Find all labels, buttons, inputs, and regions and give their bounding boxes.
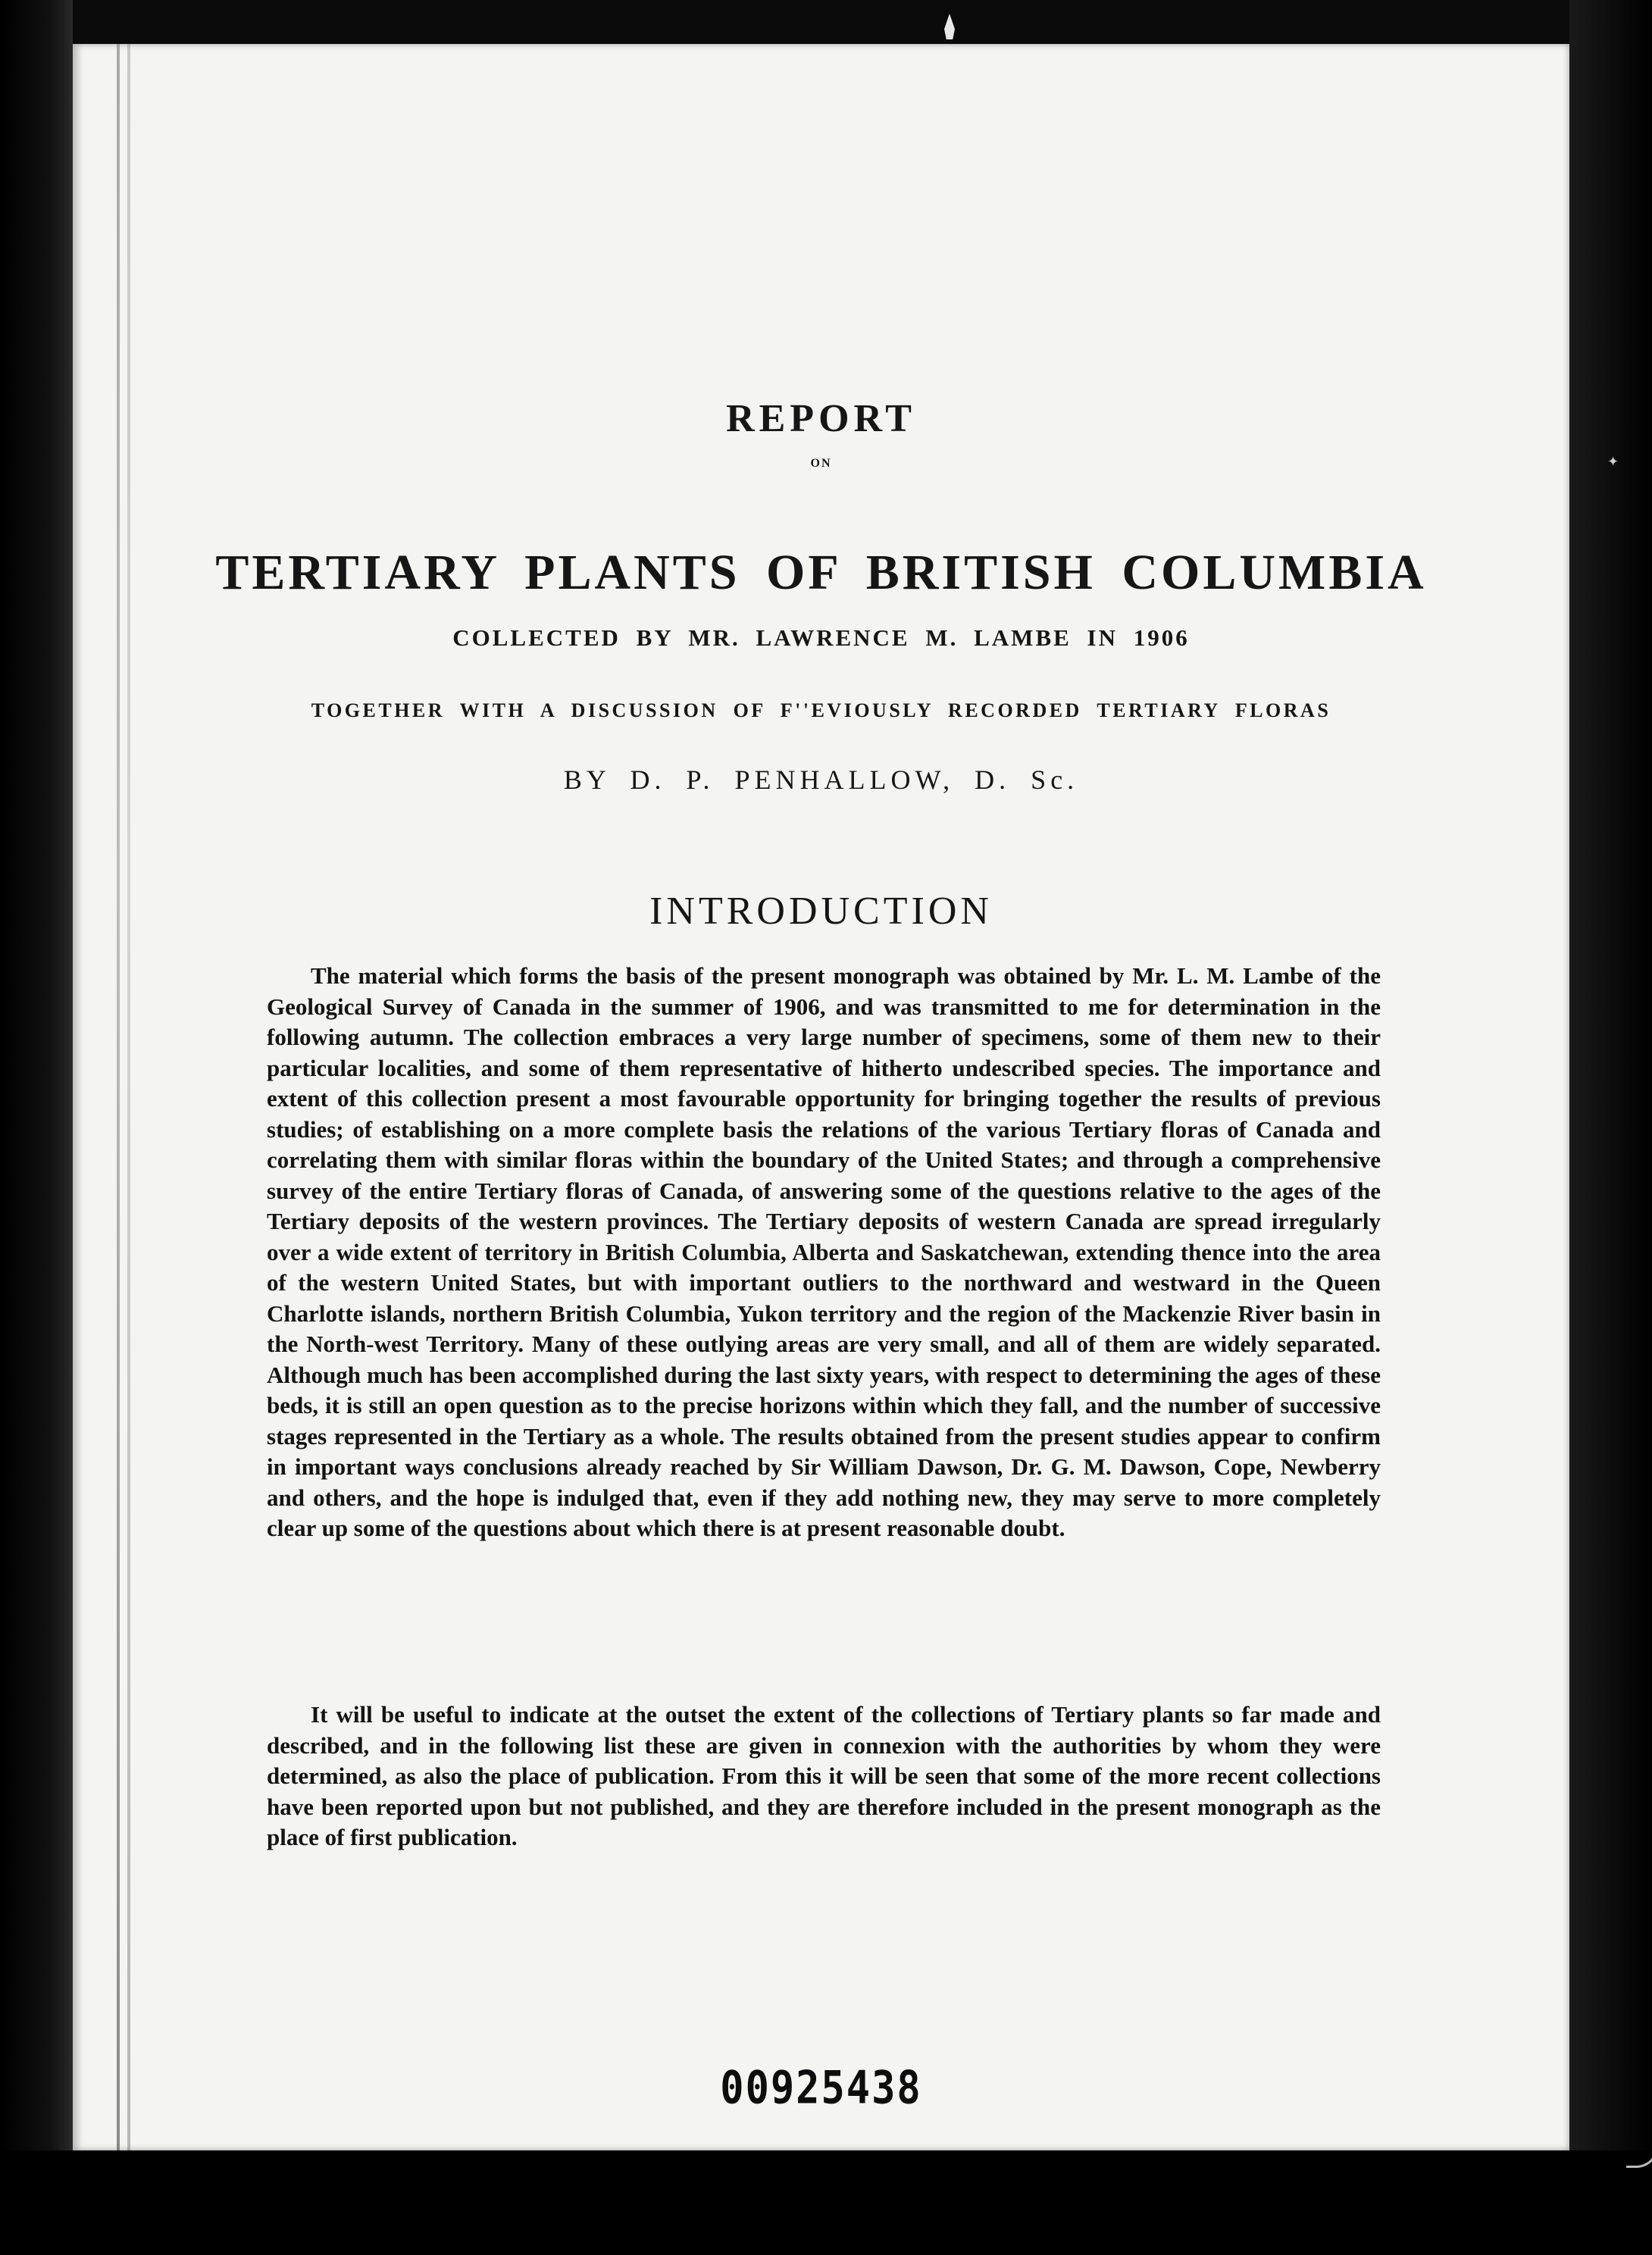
page-corner-curl [1626, 2120, 1652, 2168]
scan-border-right [1569, 0, 1652, 2255]
document-page [73, 44, 1569, 2150]
page-fold-line [117, 44, 120, 2150]
scan-border-bottom [0, 2150, 1652, 2255]
scan-border-left [0, 0, 73, 2255]
edge-mark: ✦ [1604, 455, 1621, 468]
paragraph: It will be useful to indicate at the outset the extent of the collections of Tertiary plants so far made and described, and in the following list these are given in connexion with the authorities by whom they were determined, as also the place of publication. From this it will be seen that some of the more recent collections have been reported upon but not published, and they are therefore included in the present monograph as the place of first publication. [267, 1701, 1381, 1850]
stamp-number: 00925438 [720, 2062, 922, 2115]
section-heading: INTRODUCTION [649, 890, 993, 933]
document-title: TERTIARY PLANTS OF BRITISH COLUMBIA [215, 545, 1427, 600]
binding-mark [944, 14, 955, 39]
collected-line: COLLECTED BY MR. LAWRENCE M. LAMBE IN 1906 [452, 624, 1190, 651]
on-word: ON [810, 457, 832, 470]
report-heading: REPORT [726, 397, 916, 440]
author-line: BY D. P. PENHALLOW, D. Sc. [563, 765, 1079, 795]
subtitle-line: TOGETHER WITH A DISCUSSION OF F''EVIOUSLY RECORDED TERTIARY FLORAS [311, 699, 1331, 721]
paragraph: The material which forms the basis of the present monograph was obtained by Mr. L. M. Lambe of the Geological Survey of Canada in the summer of 1906, and was transmitted to me for determination in the following autumn. The collection embraces a very large number of specimens, some of them new to their particular localities, and some of them representative of hitherto undescribed species. The importance and extent of this collection present a most favourable opportunity for bringing together the results of previous studies; of establishing on a more complete basis the relations of the various Tertiary floras of Canada and correlating them with similar floras within the boundary of the United States; and through a comprehensive survey of the entire Tertiary floras of Canada, of answering some of the questions relative to the ages of the Tertiary deposits of the western provinces. The Tertiary deposits of western Canada are spread irregularly over a wide extent of territory in British Columbia, Alberta and Saskatchewan, extending thence into the area of the western United States, but with important outliers to the northward and westward in the Queen Charlotte islands, northern British Columbia, Yukon territory and the region of the Mackenzie River basin in the North-west Territory. Many of these outlying areas are very small, and all of them are widely separated. Although much has been accomplished during the last sixty years, with respect to determining the ages of these beds, it is still an open question as to the precise horizons within which they fall, and the number of successive stages represented in the Tertiary as a whole. The results obtained from the present studies appear to confirm in important ways conclusions already reached by Sir William Dawson, Dr. G. M. Dawson, Cope, Newberry and others, and the hope is indulged that, even if they add nothing new, they may serve to more completely clear up some of the questions about which there is at present reasonable doubt. [267, 962, 1381, 1541]
page-fold-line [127, 44, 130, 2150]
